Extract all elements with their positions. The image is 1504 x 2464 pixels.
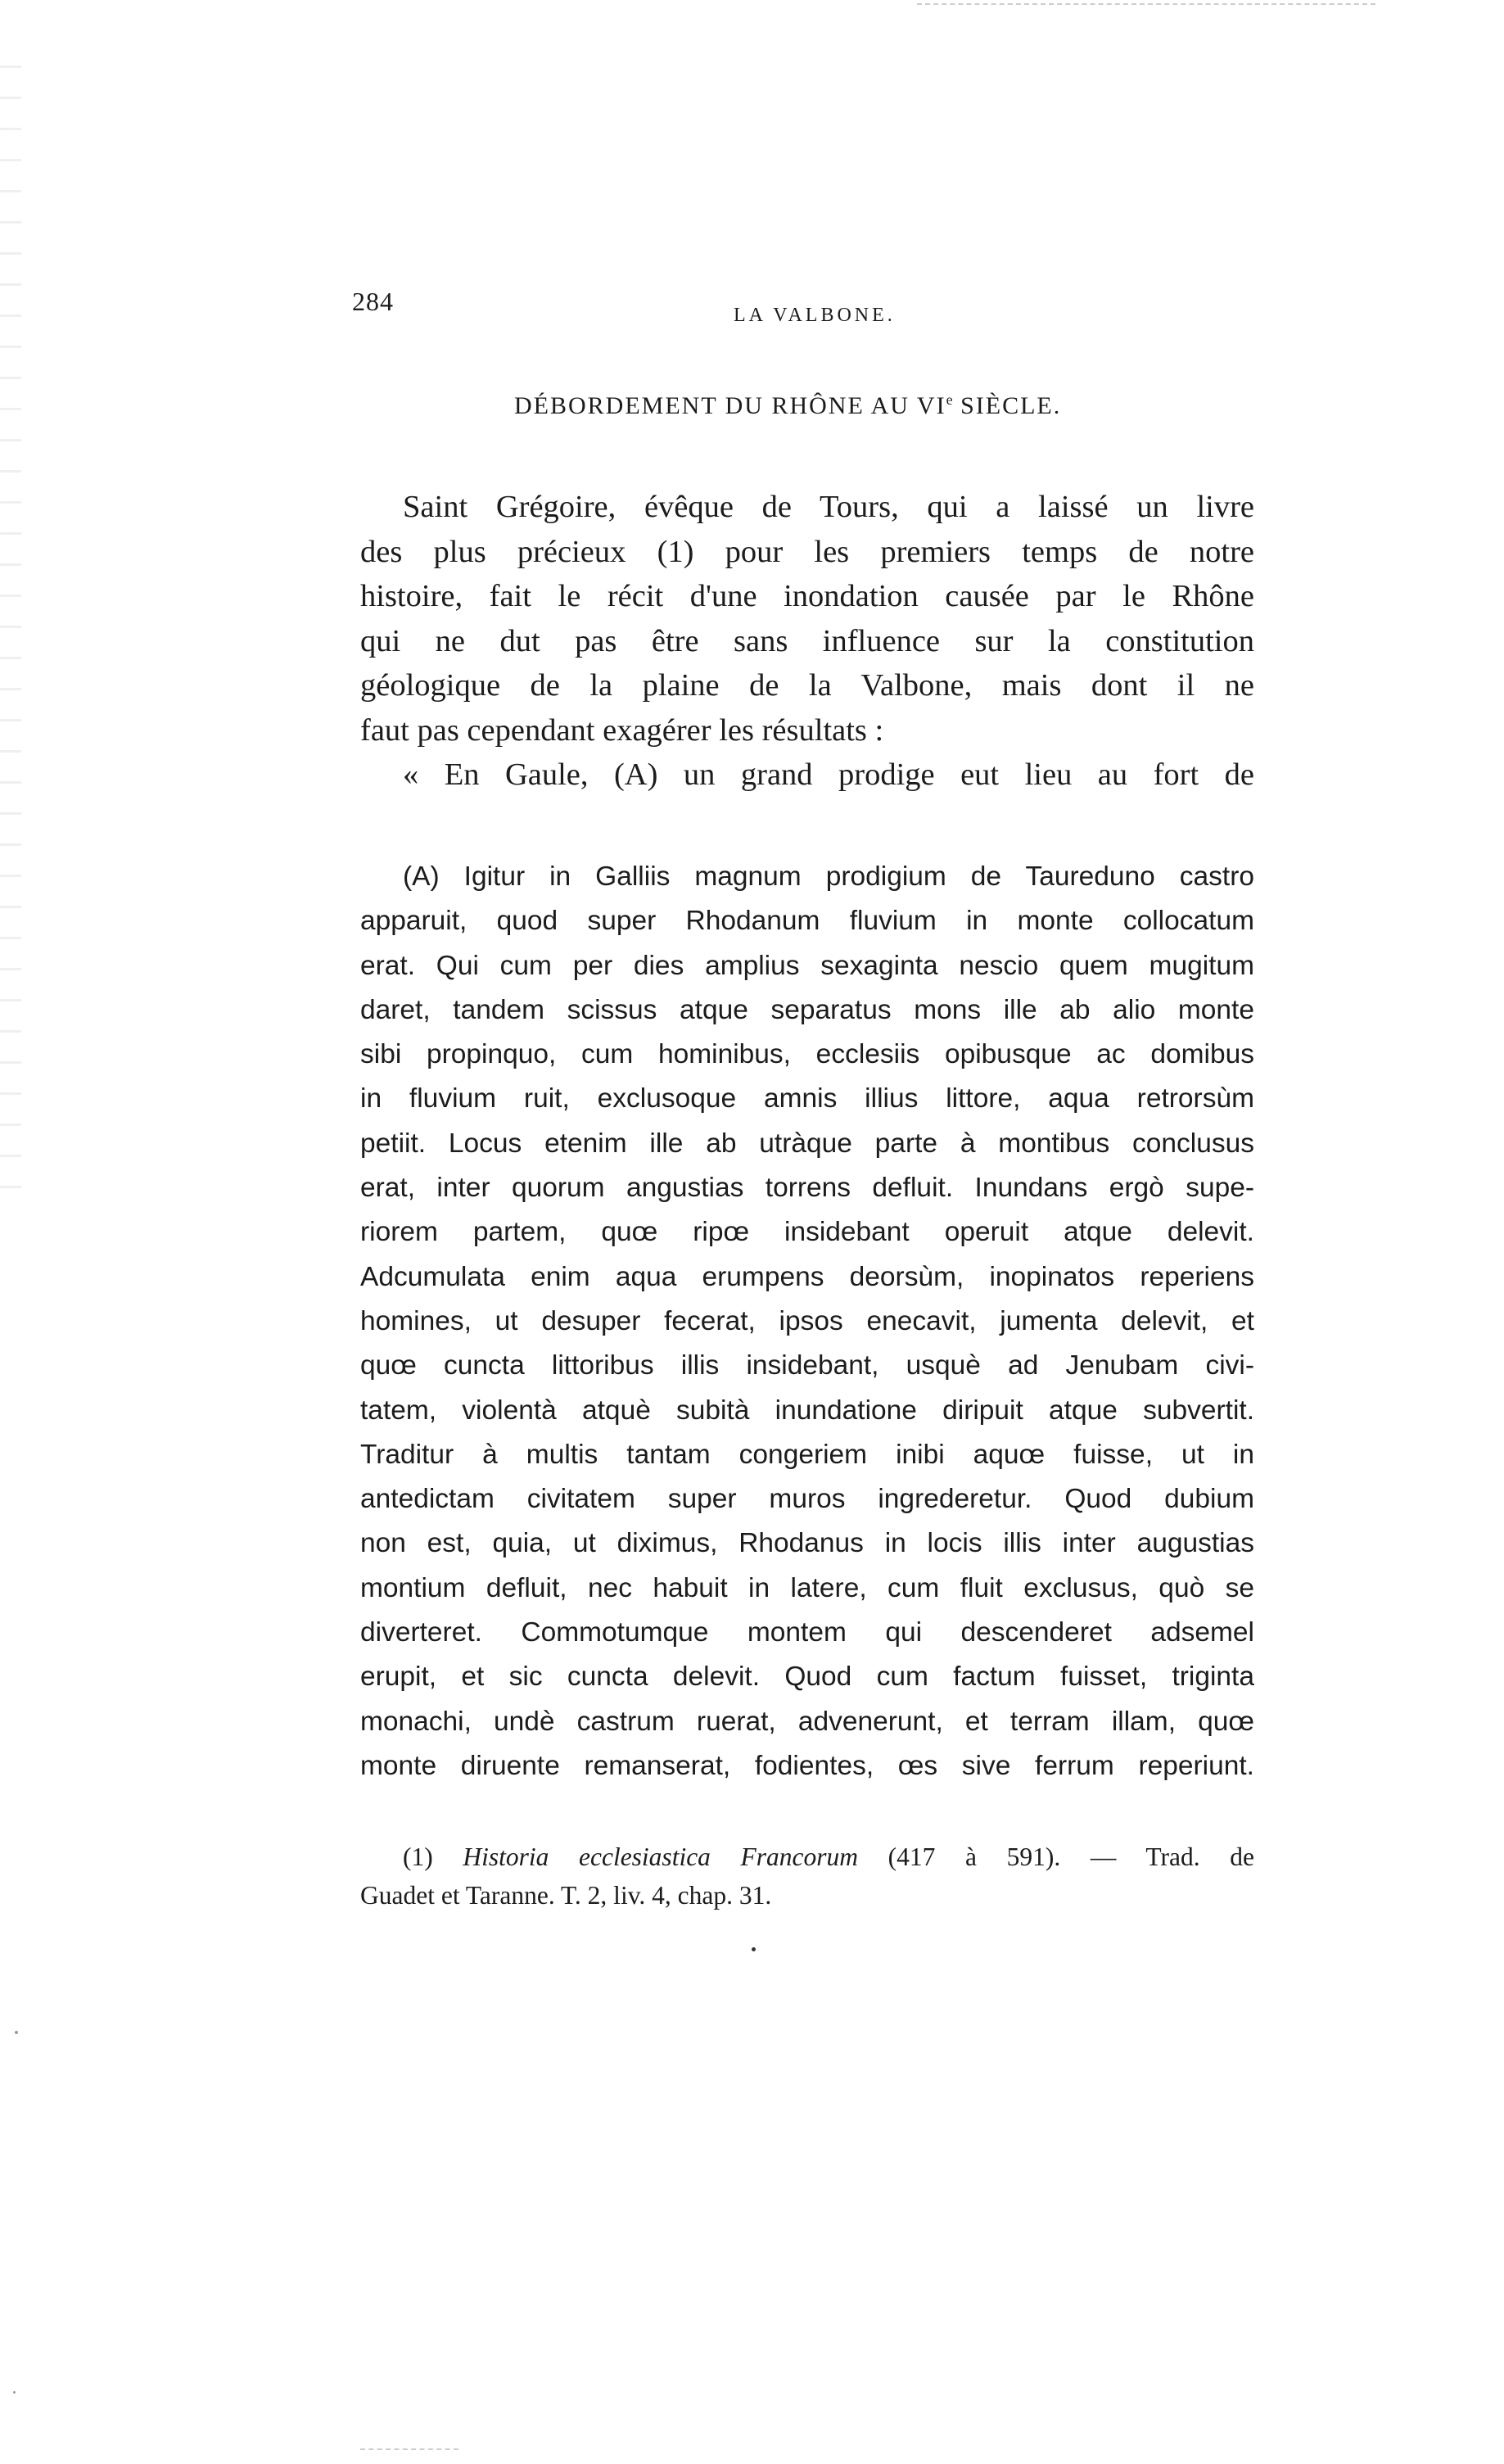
body-line: qui ne dut pas être sans influence sur la constitution bbox=[360, 623, 1254, 658]
section-title-superscript: e bbox=[946, 391, 953, 408]
body-line: Saint Grégoire, évêque de Tours, qui a laissé un livre bbox=[403, 490, 1254, 524]
body-line: histoire, fait le récit d'une inondation causée par le Rhône bbox=[360, 579, 1254, 613]
body-paragraph bbox=[360, 485, 1254, 798]
scan-speck bbox=[15, 2031, 18, 2034]
section-title-main: DÉBORDEMENT DU RHÔNE AU VI bbox=[514, 392, 946, 419]
footnote-detail: (417 à 591). — Trad. de bbox=[887, 1842, 1254, 1871]
latin-line: petiit. Locus etenim ille ab utràque parte à montibus conclusus bbox=[360, 1128, 1254, 1159]
latin-line: erat. Qui cum per dies amplius sexaginta nescio quem mugitum bbox=[360, 950, 1254, 981]
page-number: 284 bbox=[352, 287, 394, 316]
latin-line: monte diruente remanserat, fodientes, œs sive ferrum reperiunt. bbox=[360, 1750, 1254, 1781]
latin-line: montium defluit, nec habuit in latere, cum fluit exclusus, quò se bbox=[360, 1572, 1254, 1603]
latin-line: sibi propinquo, cum hominibus, ecclesiis opibusque ac domibus bbox=[360, 1039, 1254, 1070]
latin-line: (A) Igitur in Galliis magnum prodigium de Taureduno castro bbox=[403, 861, 1254, 892]
body-line: des plus précieux (1) pour les premiers temps de notre bbox=[360, 534, 1254, 569]
scan-speck bbox=[13, 2391, 16, 2394]
latin-line: monachi, undè castrum ruerat, advenerunt, et terram illam, quœ bbox=[360, 1706, 1254, 1737]
latin-note bbox=[360, 855, 1254, 1788]
latin-line: tatem, violentà atquè subità inundatione diripuit atque subvertit. bbox=[360, 1395, 1254, 1426]
latin-line: Adcumulata enim aqua erumpens deorsùm, inopinatos reperiens bbox=[360, 1261, 1254, 1292]
footnote-title: Historia ecclesiastica Francorum bbox=[463, 1842, 859, 1871]
running-head: LA VALBONE. bbox=[734, 305, 896, 326]
latin-line: erupit, et sic cuncta delevit. Quod cum factum fuisset, triginta bbox=[360, 1662, 1254, 1693]
section-title-end: SIÈCLE. bbox=[952, 392, 1062, 419]
latin-line: erat, inter quorum angustias torrens defluit. Inundans ergò supe- bbox=[360, 1173, 1254, 1204]
section-title bbox=[514, 391, 1251, 420]
latin-line: riorem partem, quœ ripœ insidebant operuit atque delevit. bbox=[360, 1217, 1254, 1248]
body-quote-line: « En Gaule, (A) un grand prodige eut lieu au fort de bbox=[403, 757, 1254, 792]
latin-line: apparuit, quod super Rhodanum fluvium in monte collocatum bbox=[360, 906, 1254, 937]
latin-line: daret, tandem scissus atque separatus mons ille ab alio monte bbox=[360, 994, 1254, 1025]
footnote-line bbox=[360, 1838, 1254, 1876]
scan-edge-shadow bbox=[0, 66, 21, 1212]
footnote-line: Guadet et Taranne. T. 2, liv. 4, chap. 31. bbox=[360, 1881, 772, 1910]
latin-line: quœ cuncta littoribus illis insidebant, usquè ad Jenubam civi- bbox=[360, 1350, 1254, 1381]
scan-top-marks bbox=[917, 3, 1375, 10]
latin-line: antedictam civitatem super muros ingrederetur. Quod dubium bbox=[360, 1484, 1254, 1515]
latin-line: diverteret. Commotumque montem qui descenderet adsemel bbox=[360, 1617, 1254, 1648]
latin-line: Traditur à multis tantam congeriem inibi aquœ fuisse, ut in bbox=[360, 1439, 1254, 1470]
footnote bbox=[360, 1838, 1254, 1915]
latin-line: homines, ut desuper fecerat, ipsos enecavit, jumenta delevit, et bbox=[360, 1305, 1254, 1336]
footnote-marker: (1) bbox=[403, 1842, 433, 1871]
body-line: faut pas cependant exagérer les résultats : bbox=[360, 712, 884, 748]
latin-line: in fluvium ruit, exclusoque amnis illius littore, aqua retrorsùm bbox=[360, 1083, 1254, 1114]
scan-bottom-marks bbox=[360, 2448, 458, 2453]
latin-line: non est, quia, ut diximus, Rhodanus in locis illis inter augustias bbox=[360, 1528, 1254, 1559]
body-line: géologique de la plaine de la Valbone, mais dont il ne bbox=[360, 668, 1254, 703]
stray-dot bbox=[752, 1947, 756, 1951]
